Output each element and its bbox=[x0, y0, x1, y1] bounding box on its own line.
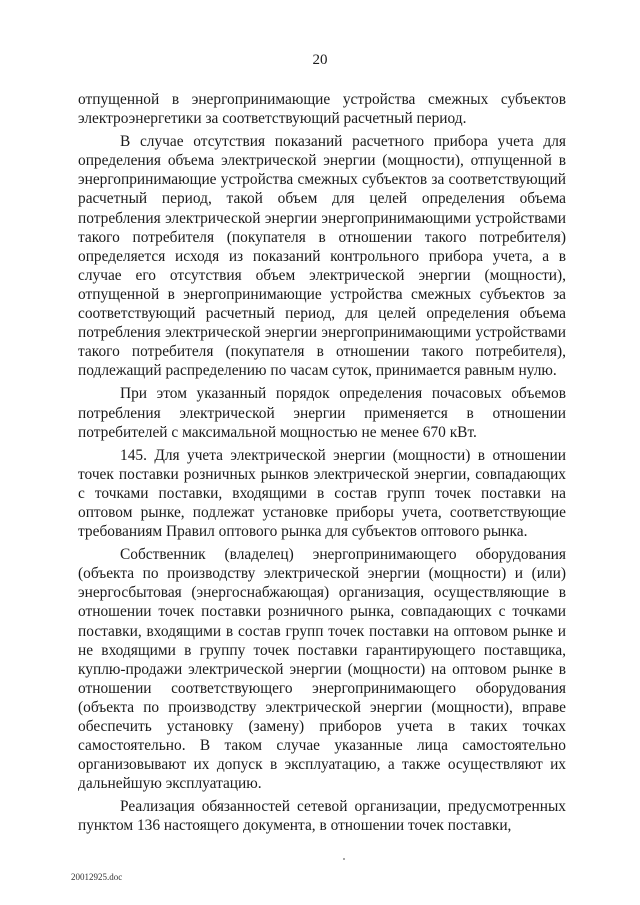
paragraph-owner-rights: Собственник (владелец) энергопринимающего оборудования (объекта по производству электрической энергии (мощности) и (или) энергосбытовая (энергоснабжающая) организация, осуществляющие в отношении точек поставки розничного рынка, совпадающих с точками поставки, входящими в состав групп точек поставки на оптовом рынке и не входящими в группу точек поставки гарантирующего поставщика, куплю-продажи электрической энергии (мощности) на оптовом рынке в отношении соответствующего энергопринимающего оборудования (объекта по производству электрической энергии (мощности), вправе обеспечить установку (замену) приборов учета в таких точках самостоятельно. В таком случае указанные лица самостоятельно организовывают их допуск в эксплуатацию, а также осуществляют их дальнейшую эксплуатацию. bbox=[78, 546, 566, 793]
paragraph-missing-meter-readings: В случае отсутствия показаний расчетного прибора учета для определения объема электрической энергии (мощности), отпущенной в энергопринимающие устройства смежных субъектов за соответствующий расчетный период, такой объем для целей определения объема потребления электрической энергии энергопринимающими устройствами такого потребителя (покупателя в отношении такого потребителя) определяется исходя из показаний контрольного прибора учета, а в случае его отсутствия объем электрической энергии (мощности), отпущенной в энергопринимающие устройства смежных субъектов за соответствующий расчетный период, для целей определения объема потребления электрической энергии энергопринимающими устройствами такого потребителя (покупателя в отношении такого потребителя), подлежащий распределению по часам суток, принимается равным нулю. bbox=[78, 133, 566, 380]
document-body bbox=[78, 90, 566, 840]
paragraph-continued: отпущенной в энергопринимающие устройства смежных субъектов электроэнергетики за соответствующий расчетный период. bbox=[78, 91, 566, 128]
paragraph-network-obligations: Реализация обязанностей сетевой организации, предусмотренных пунктом 136 настоящего документа, в отношении точек поставки, bbox=[78, 798, 566, 835]
paragraph-clause-145: 145. Для учета электрической энергии (мощности) в отношении точек поставки розничных рынков электрической энергии, совпадающих с точками поставки, входящими в состав групп точек поставки на оптовом рынке, подлежат установке приборы учета, соответствующие требованиям Правил оптового рынка для субъектов оптового рынка. bbox=[78, 446, 566, 541]
footer-filename: 20012925.doc bbox=[71, 872, 123, 882]
page-number: 20 bbox=[312, 52, 328, 68]
paragraph-hourly-volumes: При этом указанный порядок определения почасовых объемов потребления электрической энергии применяется в отношении потребителей с максимальной мощностью не менее 670 кВт. bbox=[78, 385, 566, 441]
scan-speck bbox=[343, 858, 345, 860]
